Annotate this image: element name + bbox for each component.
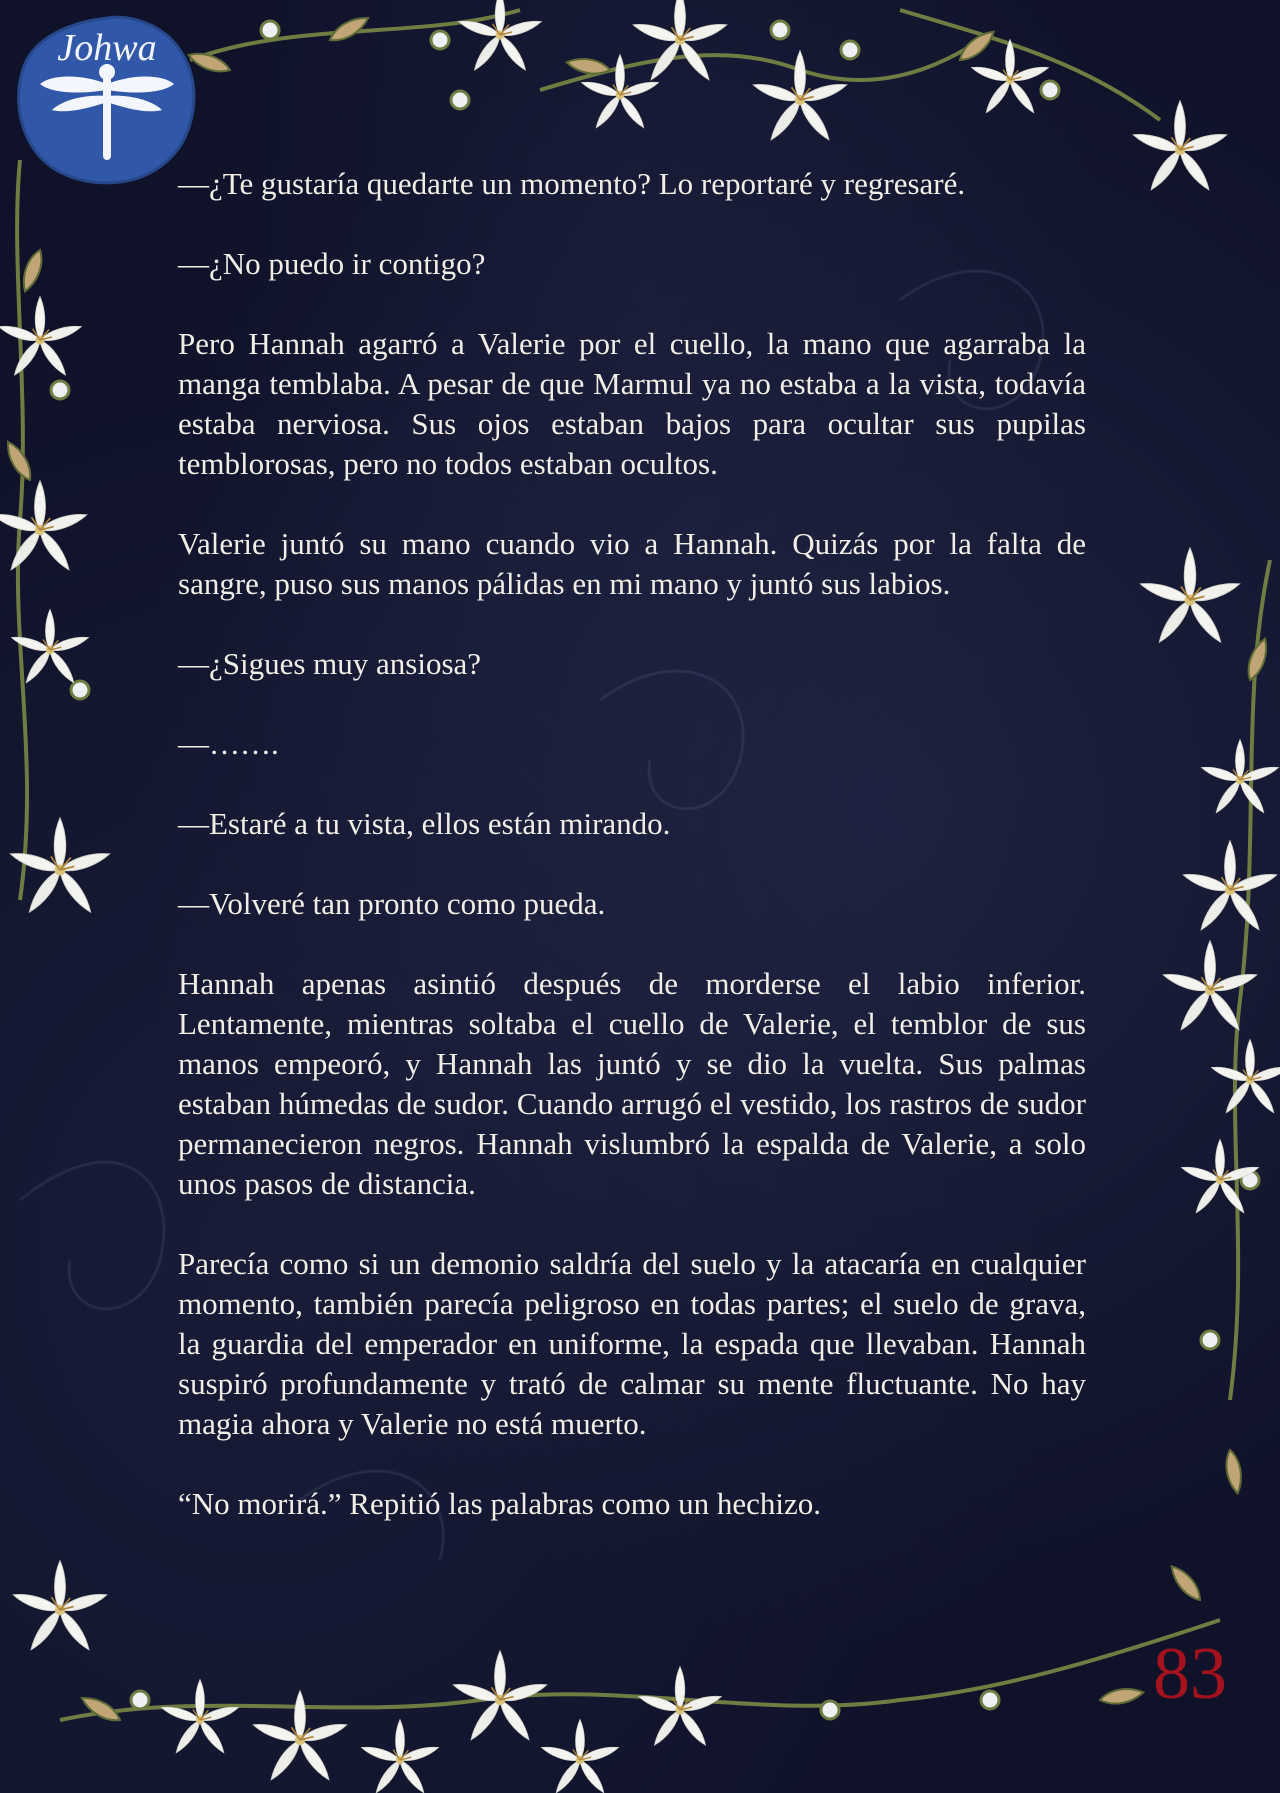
paragraph-10: Parecía como si un demonio saldría del suelo y la atacaría en cualquier momento, también parecía peligroso en todas partes; el suelo de grava, la guardia del emperador en uniforme, la espada que llevaban. Hannah suspiró profundamente y trató de calmar su mente fluctuante. No hay magia ahora y Valerie no está muerto. xyxy=(178,1246,1086,1441)
paragraph-2: —¿No puedo ir contigo? xyxy=(178,246,486,281)
paragraph-11: “No morirá.” Repitió las palabras como un hechizo. xyxy=(178,1486,822,1521)
publisher-logo xyxy=(12,12,202,188)
paragraph-4: Valerie juntó su mano cuando vio a Hannah. Quizás por la falta de sangre, puso sus manos pálidas en mi mano y juntó sus labios. xyxy=(178,526,1086,601)
paragraph-8: —Volveré tan pronto como pueda. xyxy=(178,886,606,921)
logo-text: Johwa xyxy=(57,27,157,69)
page-body xyxy=(178,164,1086,1524)
paragraph-9: Hannah apenas asintió después de morderse el labio inferior. Lentamente, mientras soltaba el cuello de Valerie, el temblor de sus manos empeoró, y Hannah las juntó y se dio la vuelta. Sus palmas estaban húmedas de sudor. Cuando arrugó el vestido, los rastros de sudor permanecieron negros. Hannah vislumbró la espalda de Valerie, a solo unos pasos de distancia. xyxy=(178,966,1086,1201)
paragraph-1: —¿Te gustaría quedarte un momento? Lo reportaré y regresaré. xyxy=(178,166,966,201)
paragraph-6: —……. xyxy=(178,726,279,761)
paragraph-3: Pero Hannah agarró a Valerie por el cuello, la mano que agarraba la manga temblaba. A pesar de que Marmul ya no estaba a la vista, todavía estaba nerviosa. Sus ojos estaban bajos para ocultar sus pupilas temblorosas, pero no todos estaban ocultos. xyxy=(178,326,1086,481)
page-number: 83 xyxy=(1153,1633,1227,1715)
paragraph-7: —Estaré a tu vista, ellos están mirando. xyxy=(178,806,671,841)
paragraph-5: —¿Sigues muy ansiosa? xyxy=(178,646,482,681)
